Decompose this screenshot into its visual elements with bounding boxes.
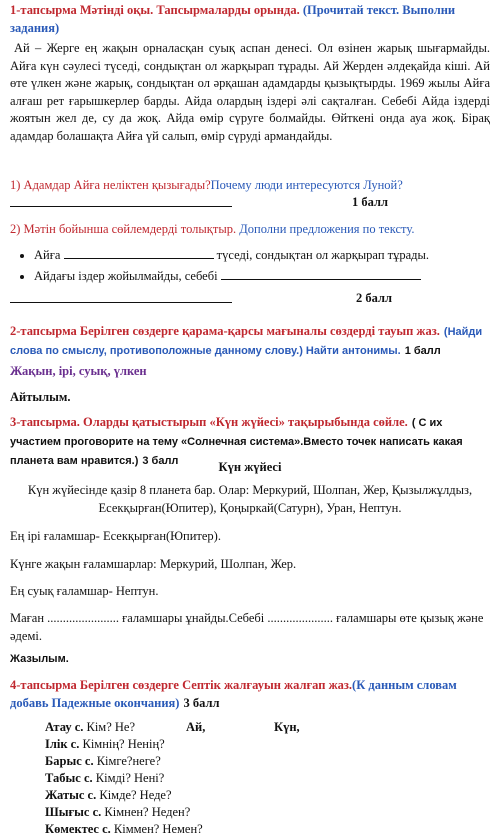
case-name: Табыс с.	[45, 771, 93, 785]
case-row	[45, 788, 203, 805]
case-row	[45, 720, 203, 737]
solar-system-intro: Күн жүйесінде қазір 8 планета бар. Олар: Меркурий, Шолпан, Жер, Қызылжұлдыз, Есекқырған(Юпитер), Қоңыркай(Сатурн), Уран, Нептун.	[27, 483, 473, 515]
case-name: Барыс с.	[45, 754, 94, 768]
case-name: Көмектес с.	[45, 822, 111, 836]
bullet-item-2	[34, 268, 490, 286]
col-ai: Ай,	[186, 720, 206, 734]
case-question: Кіммен? Немен?	[113, 822, 203, 836]
task4-heading-kz: 4-тапсырма Берілген сөздерге Септік жалғауын жалғап жаз.	[10, 678, 353, 692]
bullet2-blank[interactable]	[221, 269, 421, 280]
task2-heading-kz: 2-тапсырма Берілген сөздерге қарама-қарсы мағыналы сөздерді тауып жаз.	[10, 324, 440, 338]
task1-text: Ай – Жерге ең жақын орналасқан суық аспан денесі. Ол өзінен жарық шығармайды. Айға күн сәулесі түседі, сондықтан ол жарқырап тұрады. Ай Жерден әлдеқайда кіші. Ай өте үлкен және жарық, сондықтан ол әрқашан адамдарды қызықтырды. 1969 жылы Айға алғаш рет ғарышкерлер барды. Айда олардың іздері әлі сақталған. Себебі Айда іздерді жоятын жел де, су да жоқ. Айда өмір сүруге болмайды. Өйткені онда ауа жоқ. Бірақ адамдар болашақта Айға үй салып, өмір сүруді армандайды.	[10, 41, 490, 143]
col-kun: Күн,	[274, 720, 300, 734]
cases-table	[45, 720, 500, 839]
q2-kz: 2) Мәтін бойынша сөйлемдерді толықтыр.	[10, 222, 237, 236]
bullet2-text: Айдағы іздер жойылмайды, себебі	[34, 268, 218, 283]
task4-heading-ru: (К данным словам добавь Падежные окончания)	[10, 678, 457, 710]
task2-words: Жақын, ірі, суық, үлкен	[10, 364, 147, 378]
case-row	[45, 737, 203, 754]
case-row	[45, 771, 203, 788]
task1-heading-kz: 1-тапсырма Мәтінді оқы. Тапсырмаларды орында.	[10, 3, 300, 17]
q2-answer-line[interactable]	[10, 290, 232, 303]
case-row	[45, 822, 203, 839]
solar-line-1: Ең ірі ғаламшар- Есекқырған(Юпитер).	[10, 529, 221, 543]
case-row	[45, 805, 203, 822]
task2-heading	[10, 322, 490, 360]
case-question: Кімде? Неде?	[99, 788, 172, 802]
task3-heading-ru: ( С их участием проговорите на тему «Солнечная система».Вместо точек написать какая планета вам нравится.)	[10, 417, 463, 467]
q1-score: 1 балл	[352, 195, 389, 209]
bullet1-text-b: түседі, сондықтан ол жарқырап тұрады.	[216, 248, 430, 262]
solar-line-2: Күнге жақын ғаламшарлар: Меркурий, Шолпан, Жер.	[10, 557, 297, 571]
solar-line-3: Ең суық ғаламшар- Нептун.	[10, 584, 159, 598]
task1-heading	[10, 2, 490, 37]
task4-score: 3 балл	[183, 696, 220, 710]
case-question: Кім? Не?	[86, 720, 136, 734]
case-question: Кімнің? Ненің?	[82, 737, 165, 751]
case-question: Кімге?неге?	[96, 754, 161, 768]
case-row	[45, 754, 203, 771]
bullet1-text-a: Айға	[34, 248, 61, 262]
q1-ru: Почему люди интересуются Луной?	[210, 178, 403, 192]
case-question: Кімді? Нені?	[95, 771, 165, 785]
aitylym-label: Айтылым.	[10, 390, 71, 404]
case-name: Жатыс с.	[45, 788, 97, 802]
case-name: Шығыс с.	[45, 805, 102, 819]
task1-heading-ru: (Прочитай текст. Выполни задания)	[10, 3, 456, 35]
task3-heading-kz: 3-тапсырма. Оларды қатыстырып «Күн жүйесі» тақырыбында сөйле.	[10, 415, 408, 429]
bullet1-blank[interactable]	[64, 248, 214, 259]
solar-system-title: Күн жүйесі	[218, 460, 282, 474]
task2-score: 1 балл	[404, 345, 441, 357]
q2-ru: Дополни предложения по тексту.	[239, 222, 415, 236]
case-name: Атау с.	[45, 720, 84, 734]
case-name: Ілік с.	[45, 737, 80, 751]
q2-score: 2 балл	[356, 291, 393, 305]
task2-heading-ru: (Найди слова по смыслу, противоположные данному слову.) Найти антонимы.	[10, 326, 483, 357]
q1-kz: 1) Адамдар Айға неліктен қызығады?	[10, 178, 211, 192]
q1-answer-line[interactable]	[10, 194, 232, 207]
q2-bullets	[0, 247, 490, 285]
q1-answer-row	[10, 194, 490, 212]
q2-answer-row	[10, 290, 490, 308]
task4-heading	[10, 676, 490, 712]
task1-question1	[10, 177, 490, 195]
case-question: Кімнен? Неден?	[104, 805, 191, 819]
zhazylym-label: Жазылым.	[10, 653, 69, 665]
task1-question2	[10, 221, 490, 239]
task3-score: 3 балл	[142, 455, 179, 467]
bullet-item-1	[34, 247, 490, 265]
solar-line-4: Маған ....................... ғаламшары ұнайды.Себебі ..................... ғаламшары өте қызық және әдемі.	[10, 611, 484, 643]
